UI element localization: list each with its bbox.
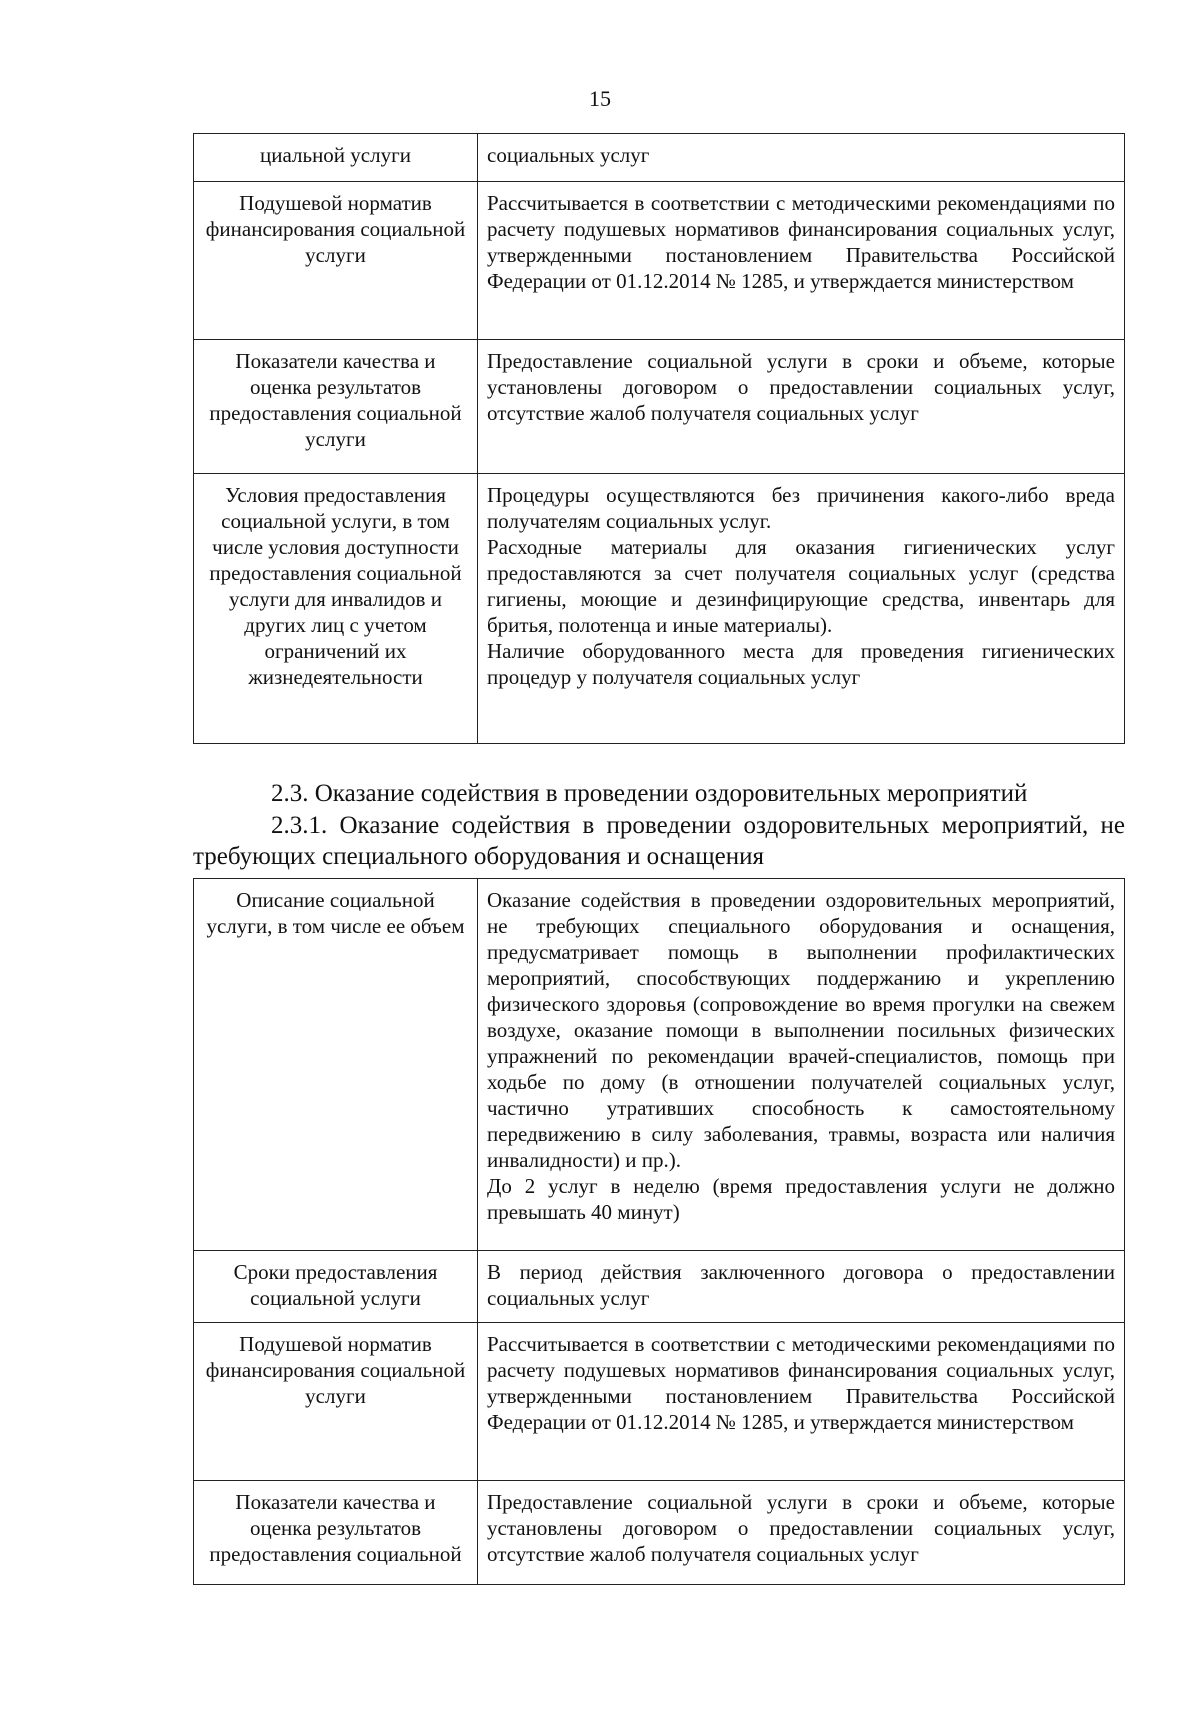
section-heading: 2.3. Оказание содействия в проведении оздоровительных мероприятий	[271, 780, 1028, 807]
row-value	[478, 474, 1125, 744]
page-number: 15	[589, 86, 611, 111]
row-label: Условия предоставления социальной услуги, в том числе условия доступности предоставления социальной услуги для инвалидов и других лиц с учетом ограничений их жизнедеятельности	[194, 474, 478, 744]
table-row	[194, 182, 1125, 340]
value-paragraph: Оказание содействия в проведении оздоровительных мероприятий, не требующих специального оборудования и оснащения, предусматривает помощь в выполнении профилактических мероприятий, способствующих поддержанию и укреплению физического здоровья (сопровождение во время прогулки на свежем воздухе, оказание помощи в выполнении посильных физических упражнений по рекомендации врачей-специалистов, помощь при ходьбе по дому (в отношении получателей социальных услуг, частично утративших способность к самостоятельному передвижению в силу заболевания, травмы, возраста или наличия инвалидности) и пр.).	[487, 888, 1115, 1172]
row-label: Показатели качества и оценка результатов предоставления социальной	[194, 1481, 478, 1585]
table-row	[194, 1251, 1125, 1323]
table-row	[194, 134, 1125, 182]
row-value: Рассчитывается в соответствии с методическими рекомендациями по расчету подушевых нормативов финансирования социальных услуг, утвержденными постановлением Правительства Российской Федерации от 01.12.2014 № 1285, и утверждается министерством	[478, 1323, 1125, 1481]
service-table-continued	[193, 133, 1125, 744]
value-paragraph: До 2 услуг в неделю (время предоставления услуги не должно превышать 40 минут)	[487, 1174, 1115, 1224]
row-label: Подушевой норматив финансирования социальной услуги	[194, 1323, 478, 1481]
service-table	[193, 878, 1125, 1585]
value-paragraph: Расходные материалы для оказания гигиенических услуг предоставляются за счет получателя социальных услуг (средства гигиены, моющие и дезинфицирующие средства, инвентарь для бритья, полотенца и иные материалы).	[487, 535, 1115, 637]
subsection-heading: 2.3.1. Оказание содействия в проведении оздоровительных мероприятий, не требующих специального оборудования и оснащения	[193, 812, 1125, 870]
table-row	[194, 1481, 1125, 1585]
table-row	[194, 879, 1125, 1251]
value-paragraph: Наличие оборудованного места для проведения гигиенических процедур у получателя социальных услуг	[487, 639, 1115, 689]
row-value: Рассчитывается в соответствии с методическими рекомендациями по расчету подушевых нормативов финансирования социальных услуг, утвержденными постановлением Правительства Российской Федерации от 01.12.2014 № 1285, и утверждается министерством	[478, 182, 1125, 340]
row-value: В период действия заключенного договора о предоставлении социальных услуг	[478, 1251, 1125, 1323]
row-value: Предоставление социальной услуги в сроки и объеме, которые установлены договором о предоставлении социальных услуг, отсутствие жалоб получателя социальных услуг	[478, 340, 1125, 474]
row-value: Предоставление социальной услуги в сроки и объеме, которые установлены договором о предоставлении социальных услуг, отсутствие жалоб получателя социальных услуг	[478, 1481, 1125, 1585]
row-label: Подушевой норматив финансирования социальной услуги	[194, 182, 478, 340]
row-label: Показатели качества и оценка результатов предоставления социальной услуги	[194, 340, 478, 474]
table-row	[194, 474, 1125, 744]
row-label: Описание социальной услуги, в том числе ее объем	[194, 879, 478, 1251]
row-value	[478, 879, 1125, 1251]
row-value: социальных услуг	[478, 134, 1125, 182]
value-paragraph: Процедуры осуществляются без причинения какого-либо вреда получателям социальных услуг.	[487, 483, 1115, 533]
row-label: Сроки предоставления социальной услуги	[194, 1251, 478, 1323]
table-row	[194, 1323, 1125, 1481]
table-row	[194, 340, 1125, 474]
row-label: циальной услуги	[194, 134, 478, 182]
